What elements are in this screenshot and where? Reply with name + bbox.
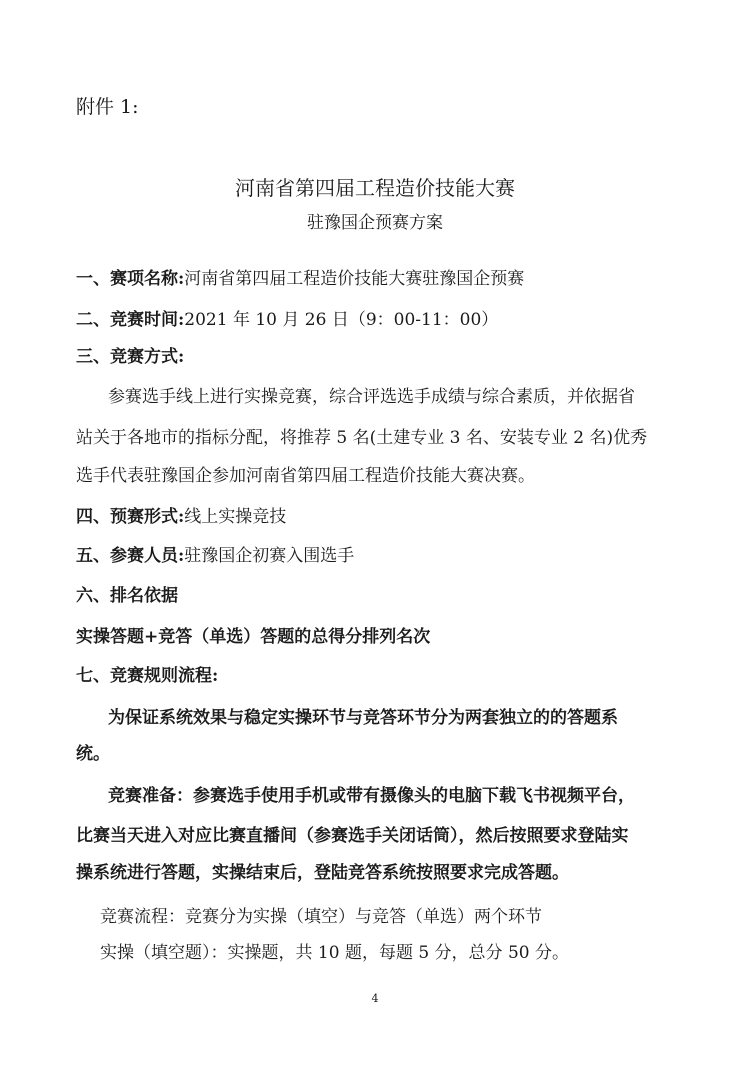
paragraph-line: 实操答题+竞答（单选）答题的总得分排列名次 [76, 627, 431, 647]
section-6-label: 六、排名依据 [76, 586, 178, 606]
section-2-text: 2021 年 10 月 26 日（9：00-11：00） [184, 310, 499, 330]
paragraph-line: 比赛当天进入对应比赛直播间（参赛选手关闭话筒），然后按照要求登陆实 [76, 826, 629, 846]
paragraph-line: 操系统进行答题，实操结束后，登陆竞答系统按照要求完成答题。 [76, 863, 569, 883]
section-1-label: 一、赛项名称: [76, 269, 185, 289]
section-5 [76, 545, 354, 567]
section-1-text: 河南省第四届工程造价技能大赛驻豫国企预赛 [184, 269, 525, 289]
paragraph-line: 实操（填空题）：实操题，共 10 题，每题 5 分，总分 50 分。 [100, 943, 570, 963]
paragraph-line: 竞赛流程：竞赛分为实操（填空）与竞答（单选）两个环节 [100, 907, 542, 927]
section-6 [76, 585, 178, 607]
paragraph-line: 统。 [76, 744, 110, 764]
paragraph-line: 竞赛准备：参赛选手使用手机或带有摄像头的电脑下载飞书视频平台， [108, 786, 635, 806]
section-4 [76, 506, 286, 528]
section-5-text: 驻豫国企初赛入围选手 [184, 546, 355, 566]
paragraph-line: 参赛选手线上进行实操竞赛，综合评选选手成绩与综合素质，并依据省 [108, 387, 635, 407]
section-5-label: 五、参赛人员: [76, 546, 185, 566]
section-7-label: 七、竞赛规则流程: [76, 666, 219, 686]
section-2 [76, 309, 498, 331]
attachment-label: 附件 1: [76, 96, 139, 118]
paragraph-line: 为保证系统效果与稳定实操环节与竞答环节分为两套独立的的答题系 [108, 708, 618, 728]
section-3-label: 三、竞赛方式: [76, 347, 185, 367]
paragraph-line: 选手代表驻豫国企参加河南省第四届工程造价技能大赛决赛。 [76, 466, 535, 486]
section-7 [76, 665, 218, 687]
section-4-text: 线上实操竞技 [184, 507, 287, 527]
section-1 [76, 268, 524, 290]
section-2-label: 二、竞赛时间: [76, 310, 185, 330]
section-3 [76, 346, 184, 368]
page-number: 4 [371, 992, 379, 1005]
paragraph-line: 站关于各地市的指标分配，将推荐 5 名(土建专业 3 名、安装专业 2 名)优秀 [76, 428, 648, 448]
document-subtitle: 驻豫国企预赛方案 [307, 213, 443, 233]
section-4-label: 四、预赛形式: [76, 507, 185, 527]
document-title: 河南省第四届工程造价技能大赛 [235, 176, 515, 200]
